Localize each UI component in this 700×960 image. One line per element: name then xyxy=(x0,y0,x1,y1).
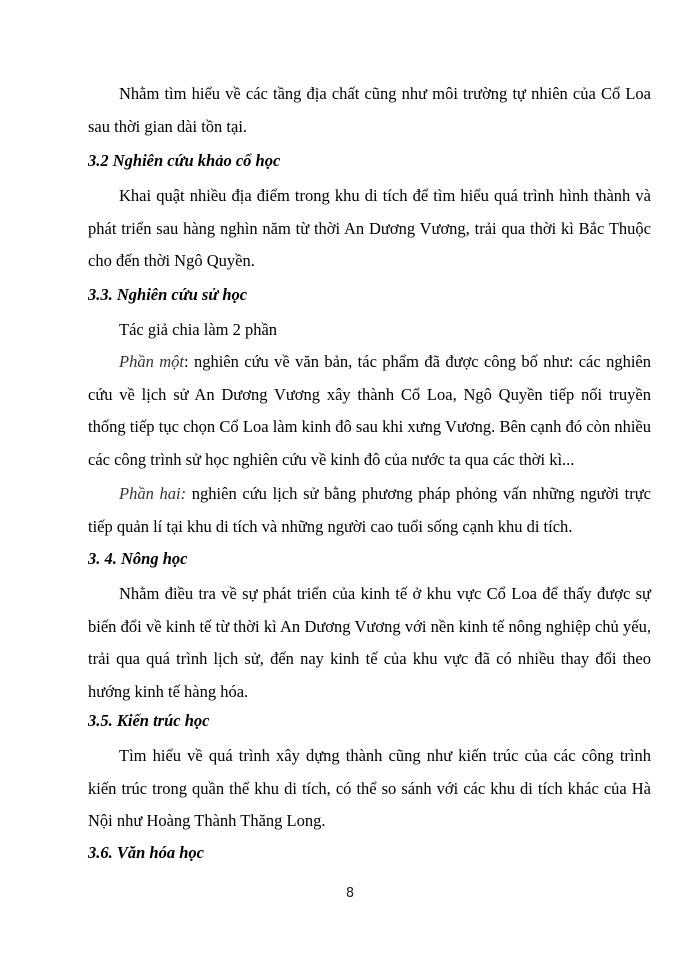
page-number: 8 xyxy=(345,886,355,901)
heading-culture: 3.6. Văn hóa học xyxy=(88,843,204,862)
heading-history: 3.3. Nghiên cứu sử học xyxy=(88,285,248,304)
paragraph-part-one xyxy=(88,346,651,476)
paragraph-geology: Nhằm tìm hiểu về các tầng địa chất cũng như môi trường tự nhiên của Cổ Loa sau thời gian dài tồn tại. xyxy=(88,84,651,136)
heading-architecture: 3.5. Kiến trúc học xyxy=(88,711,210,730)
part-one-label: Phần một xyxy=(119,352,184,371)
part-two-text: nghiên cứu lịch sử bằng phương pháp phỏng vấn những người trực tiếp quản lí tại khu di tích và những người cao tuổi sống cạnh khu di tích. xyxy=(88,484,651,536)
heading-archaeology: 3.2 Nghiên cứu khảo cổ học xyxy=(88,151,281,170)
paragraph-part-two xyxy=(88,478,651,543)
paragraph-archaeology: Khai quật nhiều địa điểm trong khu di tích để tìm hiểu quá trình hình thành và phát triển sau hàng nghìn năm từ thời An Dương Vương, trải qua thời kì Bắc Thuộc cho đến thời Ngô Quyền. xyxy=(88,186,651,270)
part-one-text: : nghiên cứu về văn bản, tác phẩm đã được công bố như: các nghiên cứu về lịch sử An Dương Vương xây thành Cổ Loa, Ngô Quyền tiếp nối truyền thống tiếp tục chọn Cổ Loa làm kinh đô sau khi xưng Vương. Bên cạnh đó còn nhiều các công trình sử học nghiên cứu về kinh đô của nước ta qua các thời kì... xyxy=(88,352,651,469)
paragraph-agronomy: Nhằm điều tra về sự phát triển của kinh tế ở khu vực Cổ Loa để thấy được sự biến đổi về kinh tế từ thời kì An Dương Vương với nền kinh tế nông nghiệp chủ yếu, trải qua quá trình lịch sử, đến nay kinh tế của khu vực đã có nhiều thay đổi theo hướng kinh tế hàng hóa. xyxy=(88,584,651,701)
part-two-label: Phần hai: xyxy=(119,484,187,503)
paragraph-architecture: Tìm hiểu về quá trình xây dựng thành cũng như kiến trúc của các công trình kiến trúc trong quần thể khu di tích, có thể so sánh với các khu di tích khác của Hà Nội như Hoàng Thành Thăng Long. xyxy=(88,746,651,830)
heading-agronomy: 3. 4. Nông học xyxy=(88,549,188,568)
paragraph-author-parts: Tác giả chia làm 2 phần xyxy=(119,320,278,339)
